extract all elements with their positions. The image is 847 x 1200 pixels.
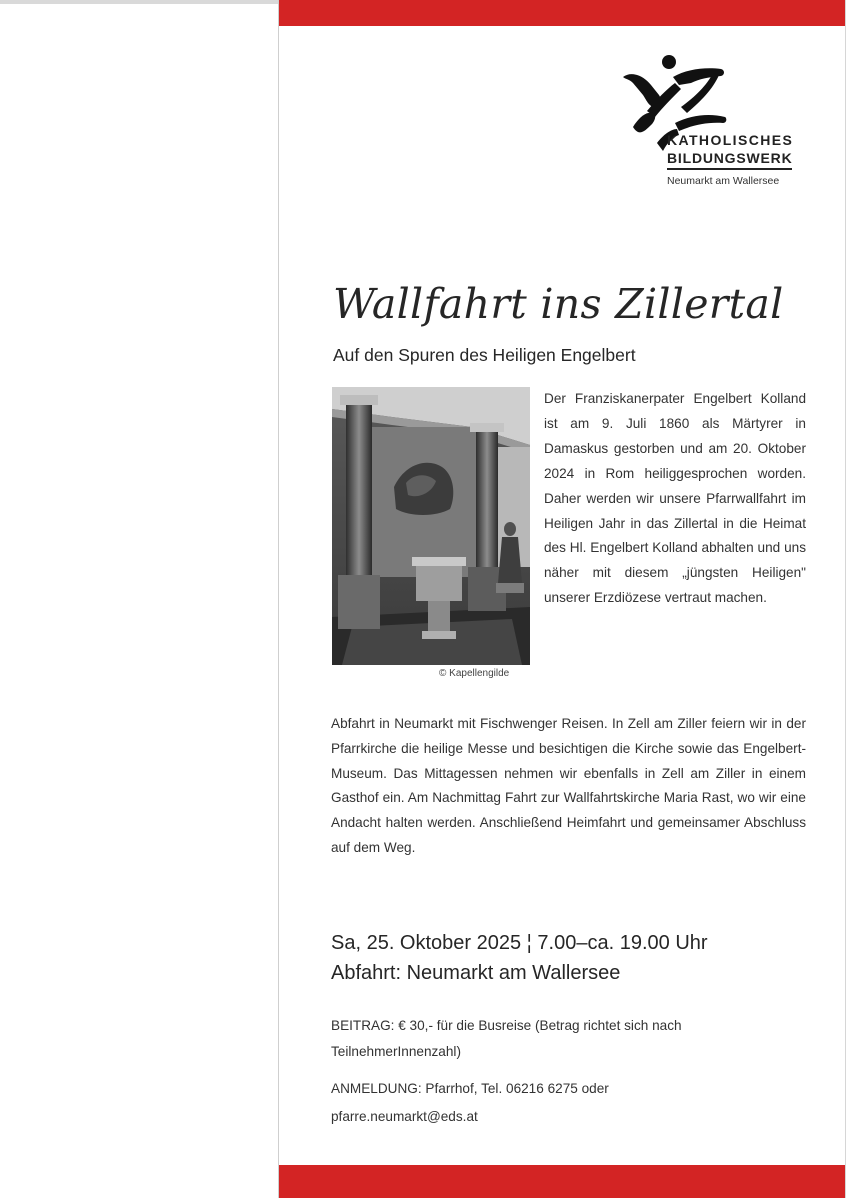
logo-text-bildungswerk: BILDUNGSWERK <box>667 150 792 170</box>
logo-text-location: Neumarkt am Wallersee <box>667 175 780 187</box>
registration-line: ANMELDUNG: Pfarrhof, Tel. 06216 6275 oder <box>331 1081 609 1096</box>
fee-info: BEITRAG: € 30,- für die Busreise (Betrag richtet sich nach TeilnehmerInnenzahl) <box>331 1018 682 1059</box>
museum-photo <box>332 387 530 665</box>
logo-text-katholisches: KATHOLISCHES <box>667 132 794 148</box>
registration-info <box>331 1075 806 1131</box>
kbw-logo <box>615 55 805 195</box>
museum-photo-image <box>332 387 530 665</box>
flyer-page <box>278 0 846 1198</box>
registration-email: pfarre.neumarkt@eds.at <box>331 1109 478 1124</box>
flyer-subtitle: Auf den Spuren des Heiligen Engelbert <box>333 345 636 365</box>
event-date: Sa, 25. Oktober 2025 ¦ 7.00–ca. 19.00 Uhr <box>331 932 708 954</box>
scan-edge <box>0 0 278 4</box>
bottom-red-band <box>279 1165 845 1198</box>
intro-paragraph: Der Franziskanerpater Engelbert Kolland ist am 9. Juli 1860 als Märtyrer in Damaskus gestorben und am 20. Oktober 2024 in Rom heiliggesprochen worden. Daher werden wir unsere Pfarrwallfahrt im Heiligen Jahr in das Zillertal in die Heimat des Hl. Engelbert Kolland abhalten und uns näher mit diesem „jüngsten Heiligen" unserer Erzdiözese vertraut machen. <box>544 391 806 606</box>
photo-caption: © Kapellengilde <box>439 668 510 679</box>
program-paragraph: Abfahrt in Neumarkt mit Fischwenger Reisen. In Zell am Ziller feiern wir in der Pfarrkirche die heilige Messe und besichtigen die Kirche sowie das Engelbert-Museum. Das Mittagessen nehmen wir ebenfalls in Zell am Ziller in einem Gasthof ein. Am Nachmittag Fahrt zur Wallfahrtskirche Maria Rast, wo wir eine Andacht halten werden. Anschließend Heimfahrt und gemeinsamer Abschluss auf dem Weg. <box>331 716 806 855</box>
top-red-band <box>279 0 845 26</box>
event-departure: Abfahrt: Neumarkt am Wallersee <box>331 962 621 984</box>
flyer-title: Wallfahrt ins Zillertal <box>333 280 784 328</box>
